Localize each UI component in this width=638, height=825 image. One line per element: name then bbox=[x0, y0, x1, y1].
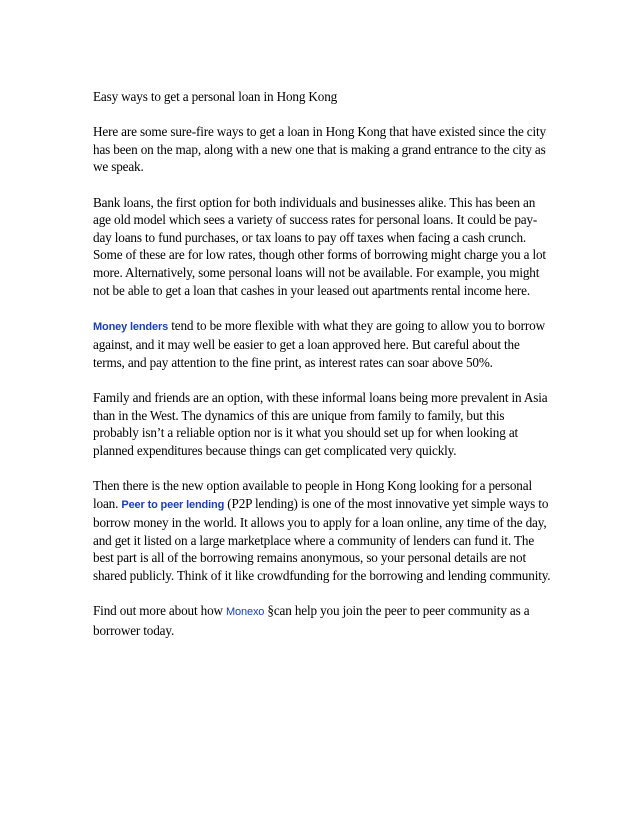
paragraph-family-friends: Family and friends are an option, with these informal loans being more prevalent in Asia than in the West. The dynamics of this are unique from family to family, but this probably isn’t a reliable option nor is it what you should set up for when looking at planned expenditures because things can get complicated very quickly. bbox=[93, 390, 548, 458]
paragraph-intro: Here are some sure-fire ways to get a loan in Hong Kong that have existed since the city has been on the map, along with a new one that is making a grand entrance to the city as we speak. bbox=[93, 124, 546, 175]
paragraph-p2p bbox=[93, 477, 553, 585]
peer-to-peer-lending-link[interactable]: Peer to peer lending bbox=[121, 498, 225, 511]
paragraph-money-lenders bbox=[93, 317, 553, 372]
paragraph-bank-loans: Bank loans, the first option for both individuals and businesses alike. This has been an age old model which sees a variety of success rates for personal loans. It could be pay-day loans to fund purchases, or tax loans to pay off taxes when facing a cash crunch. Some of these are for low rates, though other forms of borrowing might charge you a lot more. Alternatively, some personal loans will not be available. For example, you might not be able to get a loan that cashes in your leased out apartments rental income here. bbox=[93, 194, 546, 298]
p2p-text-before: Then there is the new option available to people in Hong Kong looking for a personal loan. bbox=[93, 478, 532, 511]
paragraph-find-out-more bbox=[93, 602, 553, 639]
monexo-link[interactable]: Monexo bbox=[226, 606, 265, 619]
find-out-text-before: Find out more about how bbox=[93, 603, 227, 619]
money-lenders-text: tend to be more flexible with what they are going to allow you to borrow against, and it may well be easier to get a loan approved here. But careful about the terms, and pay attention to the fine print, as interest rates can soar above 50%. bbox=[93, 317, 545, 370]
document-page bbox=[93, 88, 553, 657]
document-title: Easy ways to get a personal loan in Hong Kong bbox=[93, 89, 338, 104]
money-lenders-link[interactable]: Money lenders bbox=[93, 320, 169, 333]
find-out-text-after: §can help you join the peer to peer community as a borrower today. bbox=[93, 603, 530, 638]
p2p-text-after: (P2P lending) is one of the most innovative yet simple ways to borrow money in the world. It allows you to apply for a loan online, any time of the day, and get it listed on a large marketplace where a community of lenders can fund it. The best part is all of the borrowing remains anonymous, so your personal details are not shared publicly. Think of it like crowdfunding for the borrowing and lending community. bbox=[93, 495, 551, 584]
